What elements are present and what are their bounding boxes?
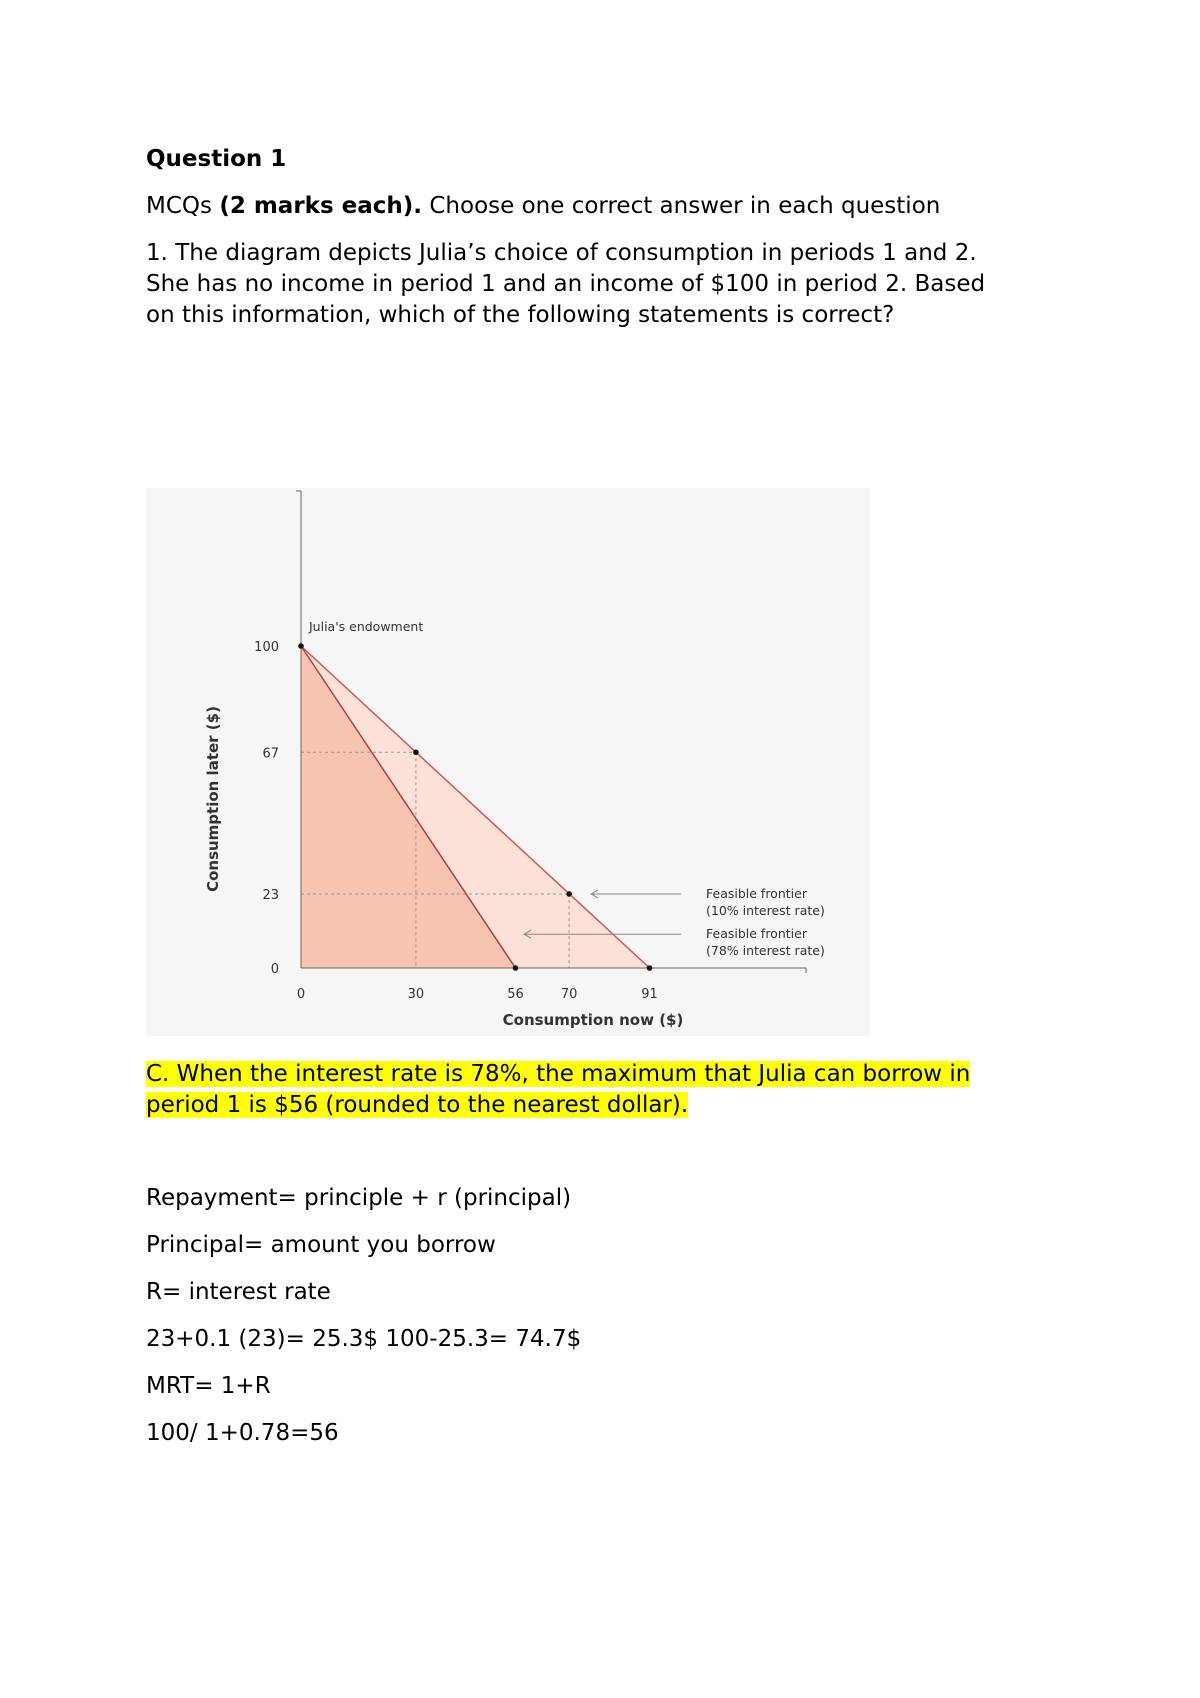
answer-line-2 xyxy=(146,1090,688,1121)
chart-svg xyxy=(146,488,870,1036)
frontier-78pct-label-line1: Feasible frontier xyxy=(706,926,807,942)
highlighted-answer-2: period 1 is $56 (rounded to the nearest dollar). xyxy=(146,1092,689,1118)
y-tick-0: 0 xyxy=(270,962,279,977)
note-repayment: Repayment= principle + r (principal) xyxy=(146,1185,572,1211)
frontier-78pct-label-line2: (78% interest rate) xyxy=(706,943,825,959)
question-text-line-1: 1. The diagram depicts Julia’s choice of consumption in periods 1 and 2. xyxy=(146,240,977,266)
highlighted-answer-1: C. When the interest rate is 78%, the maximum that Julia can borrow in xyxy=(146,1061,971,1087)
mcq-marks: (2 marks each). xyxy=(219,193,423,219)
x-tick-2: 56 xyxy=(507,987,524,1002)
point-0 xyxy=(298,643,304,649)
x-tick-1: 30 xyxy=(407,987,425,1002)
answer-line-1 xyxy=(146,1059,970,1090)
note-interest-rate: R= interest rate xyxy=(146,1279,331,1305)
y-axis-label: Consumption later ($) xyxy=(204,706,222,892)
mcq-instruction-line xyxy=(146,191,940,222)
mcq-instruction: Choose one correct answer in each question xyxy=(422,193,941,219)
note-principal: Principal= amount you borrow xyxy=(146,1232,496,1258)
y-tick-3: 100 xyxy=(254,640,279,655)
question-title: Question 1 xyxy=(146,146,287,172)
y-tick-2: 67 xyxy=(262,746,279,762)
x-axis-label: Consumption now ($) xyxy=(502,1011,684,1029)
consumption-chart xyxy=(146,488,870,1036)
x-tick-4: 91 xyxy=(641,987,658,1002)
x-tick-0: 0 xyxy=(296,987,306,1002)
mcq-prefix: MCQs xyxy=(146,193,212,219)
point-3 xyxy=(513,965,519,971)
frontier-10pct-label-line1: Feasible frontier xyxy=(706,885,807,901)
note-mrt: MRT= 1+R xyxy=(146,1373,271,1399)
point-2 xyxy=(566,891,572,897)
y-tick-1: 23 xyxy=(262,887,279,903)
frontier-10pct-label-line2: (10% interest rate) xyxy=(706,902,825,918)
question-text-line-2: She has no income in period 1 and an income of $100 in period 2. Based xyxy=(146,271,986,297)
x-tick-3: 70 xyxy=(560,987,578,1002)
point-4 xyxy=(647,965,653,971)
note-calculation: 23+0.1 (23)= 25.3$ 100-25.3= 74.7$ xyxy=(146,1326,582,1352)
point-1 xyxy=(413,749,419,755)
endowment-annotation: Julia's endowment xyxy=(309,619,424,634)
question-text-line-3: on this information, which of the following statements is correct? xyxy=(146,302,895,328)
note-borrow-calc: 100/ 1+0.78=56 xyxy=(146,1420,339,1446)
